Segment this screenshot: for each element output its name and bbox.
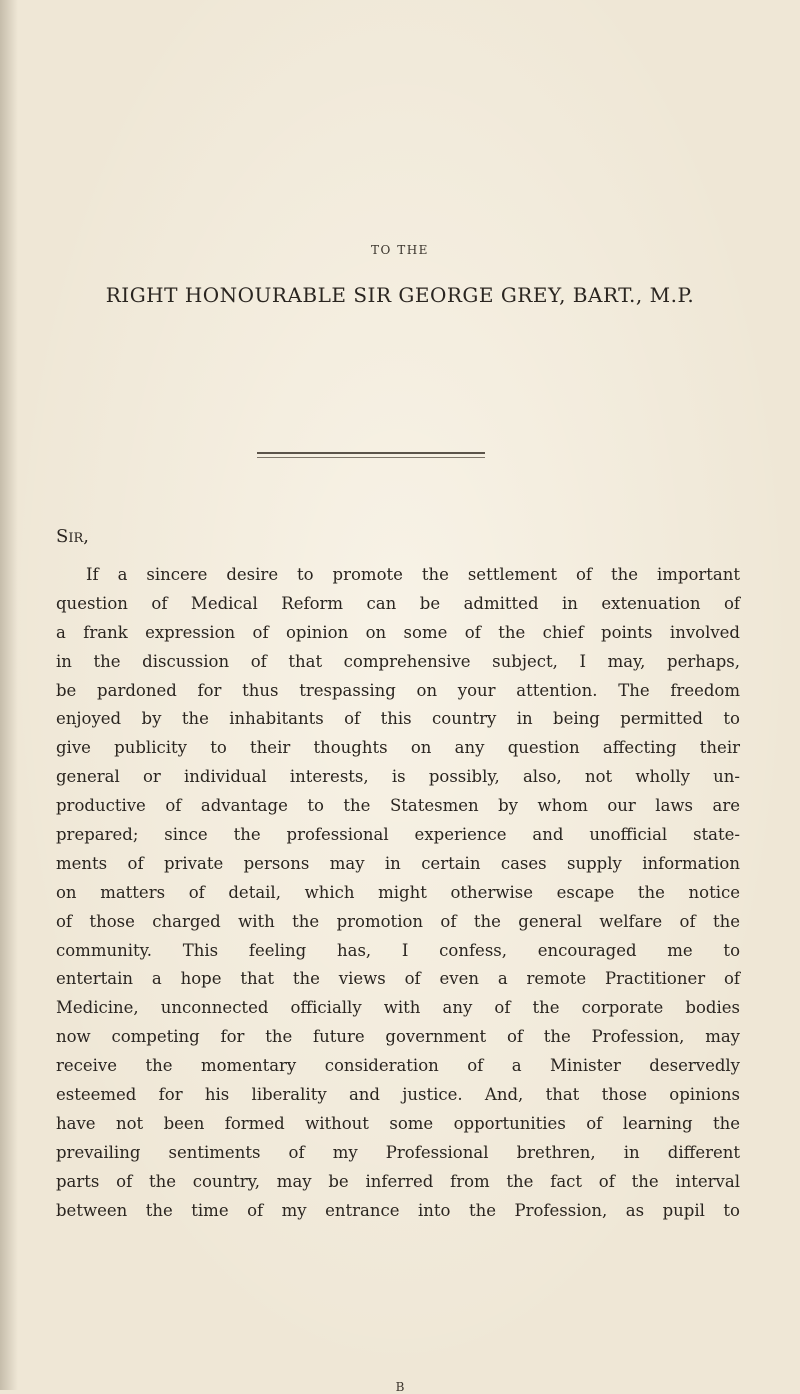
signature-mark: B xyxy=(395,1380,405,1394)
text-line: ments of private persons may in certain cases supply information xyxy=(56,853,740,873)
dedication-to: TO THE xyxy=(371,243,429,257)
text-line: of those charged with the promotion of the general welfare of the xyxy=(56,911,740,931)
divider-rule xyxy=(257,452,485,454)
text-line: community. This feeling has, I confess, encouraged me to xyxy=(56,940,740,960)
text-line: entertain a hope that the views of even a remote Practitioner of xyxy=(56,969,740,989)
text-line: prevailing sentiments of my Professional brethren, in different xyxy=(56,1142,740,1162)
text-line: If a sincere desire to promote the settlement of the important xyxy=(86,565,740,584)
body-paragraph xyxy=(56,561,740,1225)
text-line: general or individual interests, is possibly, also, not wholly un- xyxy=(56,767,740,787)
text-line: in the discussion of that comprehensive subject, I may, perhaps, xyxy=(56,651,740,671)
text-line: have not been formed without some opportunities of learning the xyxy=(56,1113,740,1133)
text-line: between the time of my entrance into the Profession, as pupil to xyxy=(56,1200,740,1220)
text-line: question of Medical Reform can be admitted in extenuation of xyxy=(56,593,740,613)
text-line: Medicine, unconnected officially with any of the corporate bodies xyxy=(56,998,740,1018)
dedication-name: RIGHT HONOURABLE SIR GEORGE GREY, BART., M.P. xyxy=(105,283,695,307)
text-line: receive the momentary consideration of a Minister deservedly xyxy=(56,1056,740,1076)
text-line: give publicity to their thoughts on any question affecting their xyxy=(56,738,740,758)
salutation: Sir, xyxy=(56,526,89,547)
text-line: esteemed for his liberality and justice. And, that those opinions xyxy=(56,1085,740,1105)
text-line: a frank expression of opinion on some of the chief points involved xyxy=(56,622,740,642)
text-line: enjoyed by the inhabitants of this country in being permitted to xyxy=(56,709,740,729)
text-line: productive of advantage to the Statesmen by whom our laws are xyxy=(56,796,740,816)
text-line: be pardoned for thus trespassing on your attention. The freedom xyxy=(56,680,740,700)
text-line: prepared; since the professional experience and unofficial state- xyxy=(56,825,740,845)
text-line: now competing for the future government of the Profession, may xyxy=(56,1027,740,1047)
binding-edge xyxy=(0,0,18,1390)
divider-rule-thin xyxy=(257,457,485,458)
text-line: on matters of detail, which might otherwise escape the notice xyxy=(56,882,740,902)
text-line: parts of the country, may be inferred from the fact of the interval xyxy=(56,1171,740,1191)
